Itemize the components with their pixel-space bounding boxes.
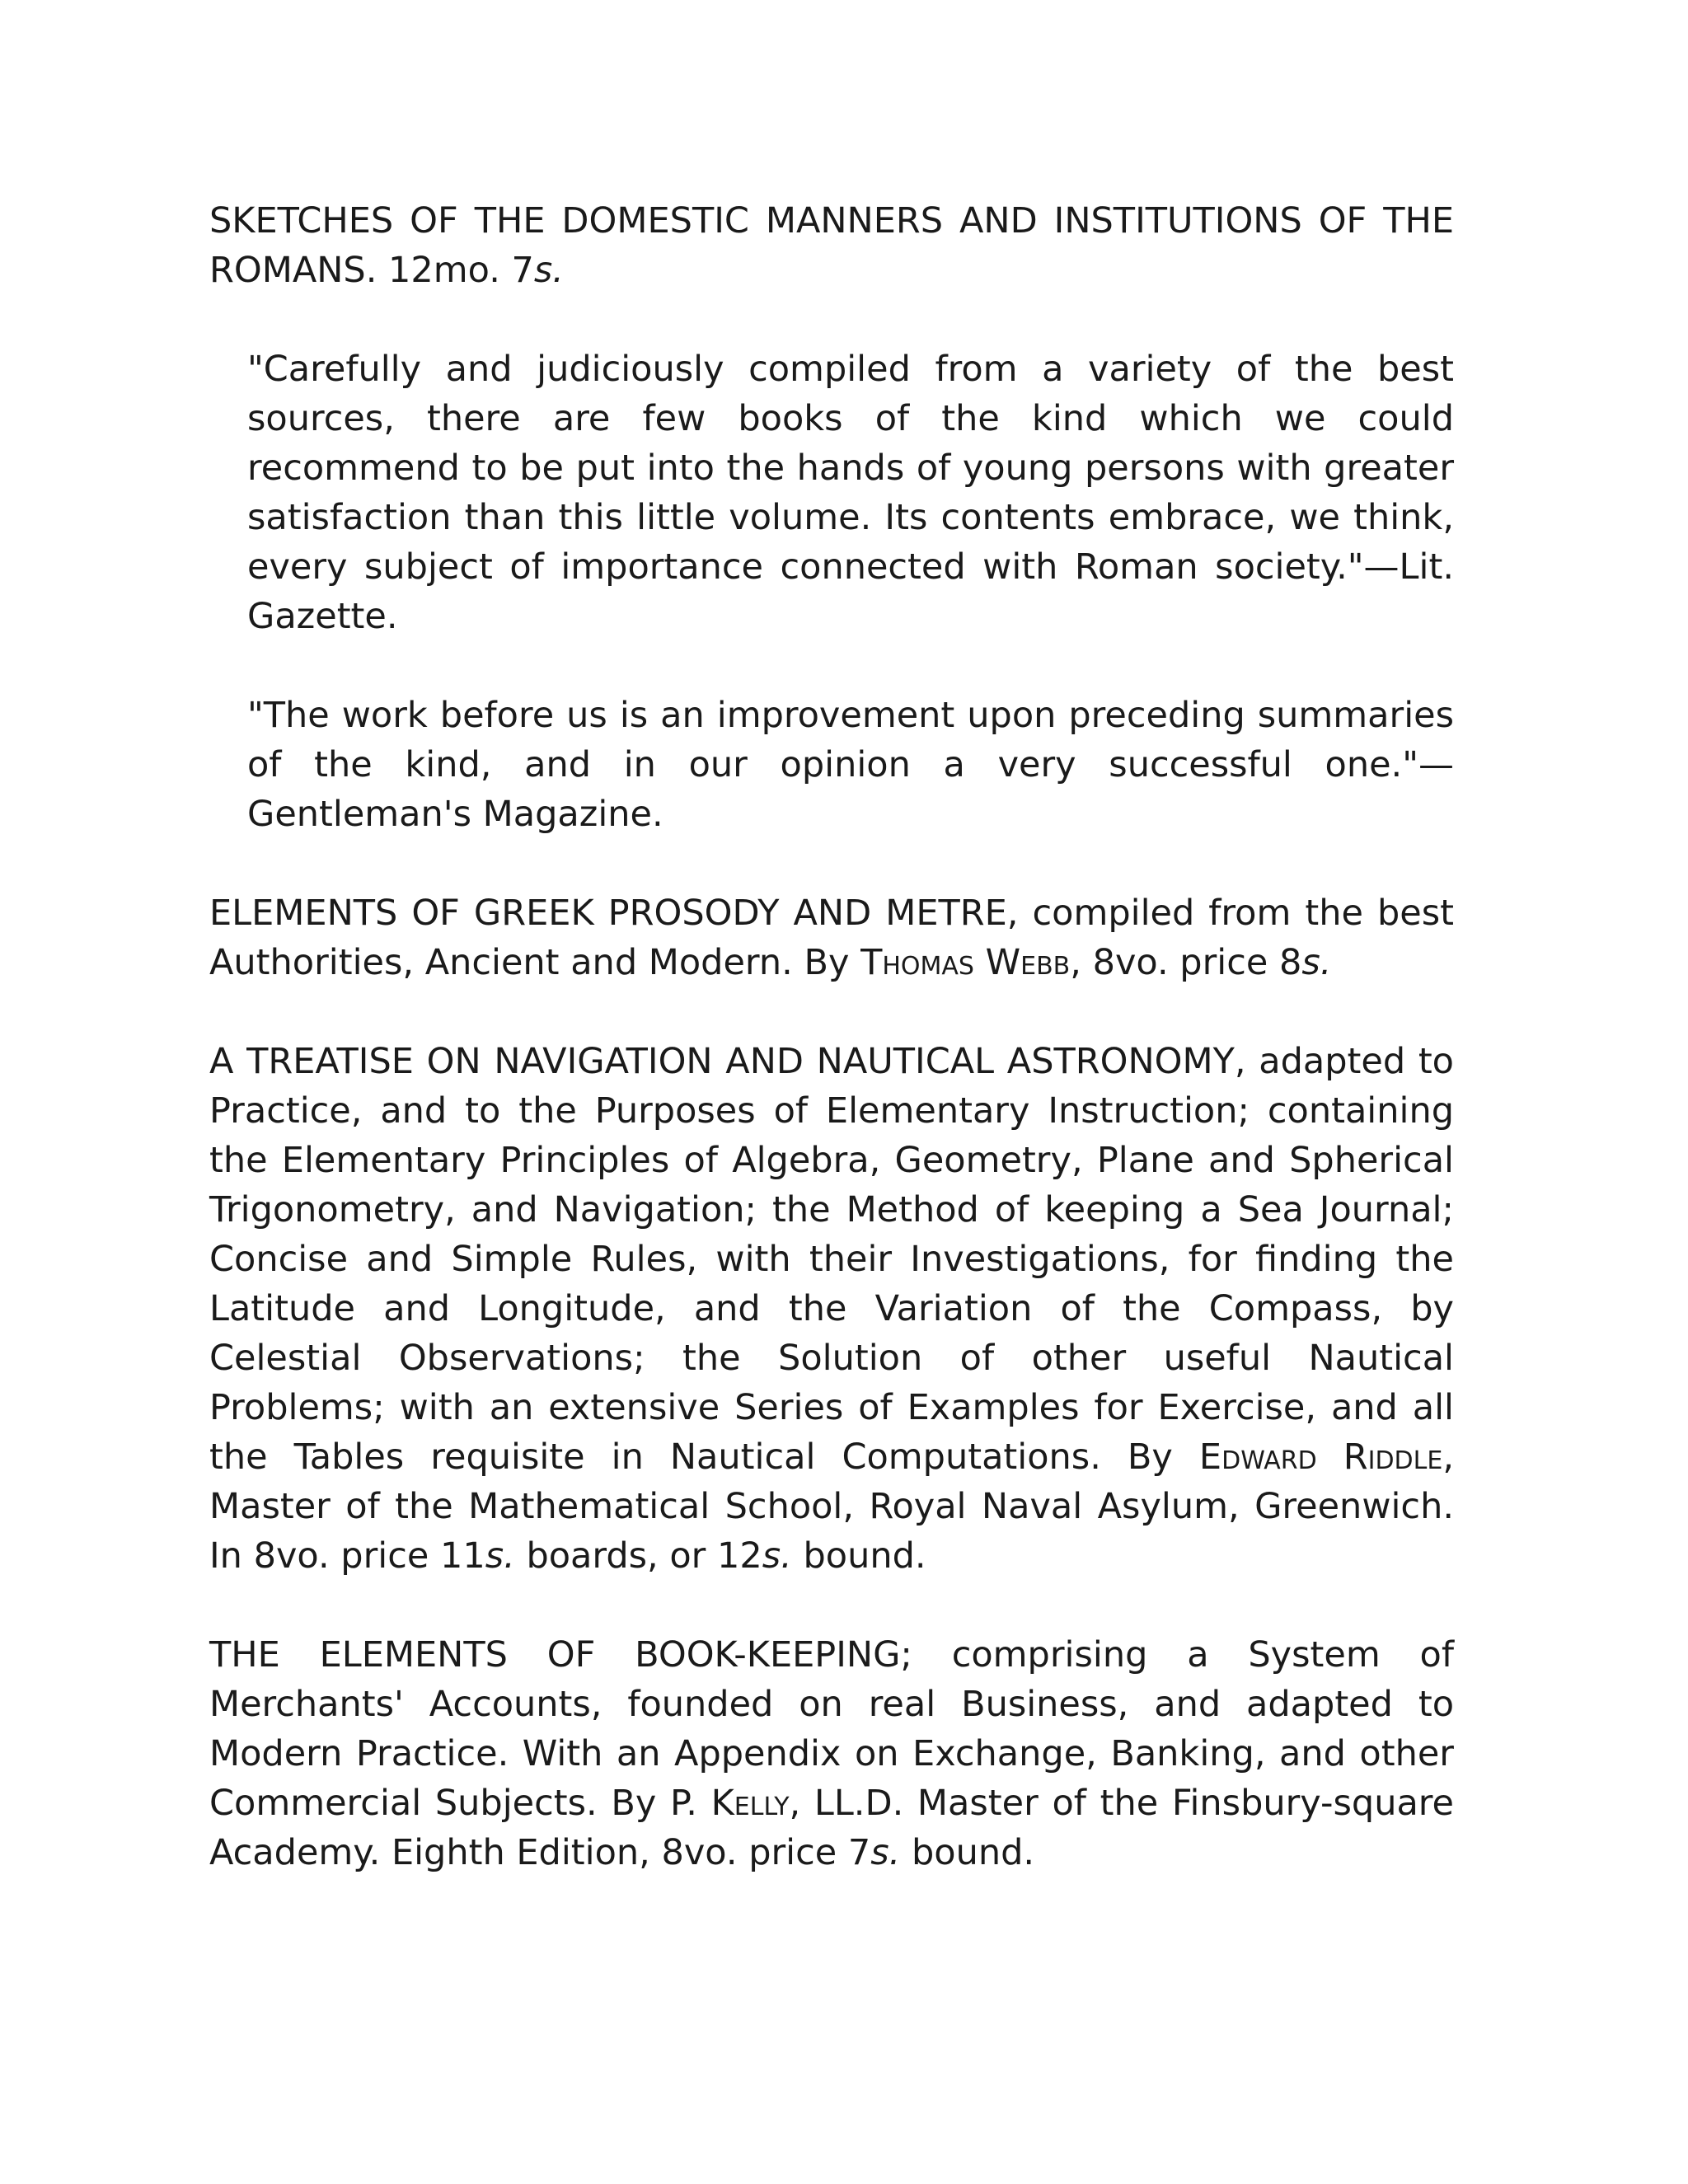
entry-text: A TREATISE ON NAVIGATION AND NAUTICAL ASTRONOMY, adapted to Practice, and to the Purposes of Elementary Instruction; containing the Elementary Principles of Algebra, Geometry, Plane and Spherical Trigonometry, and Navigation; the Method of keeping a Sea Journal; Concise and Simple Rules, with their Investigations, for finding the Latitude and Longitude, and the Variation of the Compass, by Celestial Observations; the Solution of other useful Nautical Problems; with an extensive Series of Examples for Exercise, and all the Tables requisite in Nautical Computations. By [209, 1041, 1454, 1478]
entry-text: , Master of the Mathematical School, Royal Naval Asylum, Greenwich. In 8vo. price 11 [209, 1436, 1454, 1577]
currency-unit: s. [533, 250, 564, 291]
review-gentlemans-magazine: "The work before us is an improvement upon preceding summaries of the kind, and in our opinion a very successful one."—Gentleman's Magazine. [247, 695, 1454, 835]
currency-unit: s. [762, 1535, 792, 1577]
entry-greek-prosody [209, 888, 1454, 987]
advertisement-page [209, 196, 1454, 1927]
review-lit-gazette: "Carefully and judiciously compiled from a variety of the best sources, there are few books of the kind which we could recommend to be put into the hands of young persons with greater satisfaction than this little volume. Its contents embrace, we think, every subject of importance connected with Roman society."—Lit. Gazette. [247, 349, 1454, 637]
currency-unit: s. [485, 1535, 515, 1577]
entry-text: SKETCHES OF THE DOMESTIC MANNERS AND INSTITUTIONS OF THE ROMANS. 12mo. 7 [209, 200, 1454, 291]
author-name: Edward Riddle [1198, 1436, 1443, 1478]
author-name: Kelly [710, 1783, 790, 1824]
currency-unit: s. [870, 1832, 901, 1873]
currency-unit: s. [1301, 942, 1332, 983]
entry-text: bound. [791, 1535, 926, 1577]
entry-text: ELEMENTS OF GREEK PROSODY AND METRE, compiled from the best Authorities, Ancient and Modern. By [209, 893, 1454, 983]
entry-text: , LL.D. Master of the Finsbury-square Academy. Eighth Edition, 8vo. price 7 [209, 1783, 1454, 1873]
entry-book-keeping [209, 1630, 1454, 1877]
author-name: Thomas Webb [860, 942, 1071, 983]
entry-text: boards, or 12 [514, 1535, 762, 1577]
entry-navigation-treatise [209, 1037, 1454, 1581]
entry-text: , 8vo. price 8 [1070, 942, 1302, 983]
entry-text: bound. [900, 1832, 1035, 1873]
entry-sketches-of-romans [209, 196, 1454, 295]
entry-text: THE ELEMENTS OF BOOK-KEEPING; comprising a System of Merchants' Accounts, founded on real Business, and adapted to Modern Practice. With an Appendix on Exchange, Banking, and other Commercial Subjects. By P. [209, 1634, 1454, 1824]
